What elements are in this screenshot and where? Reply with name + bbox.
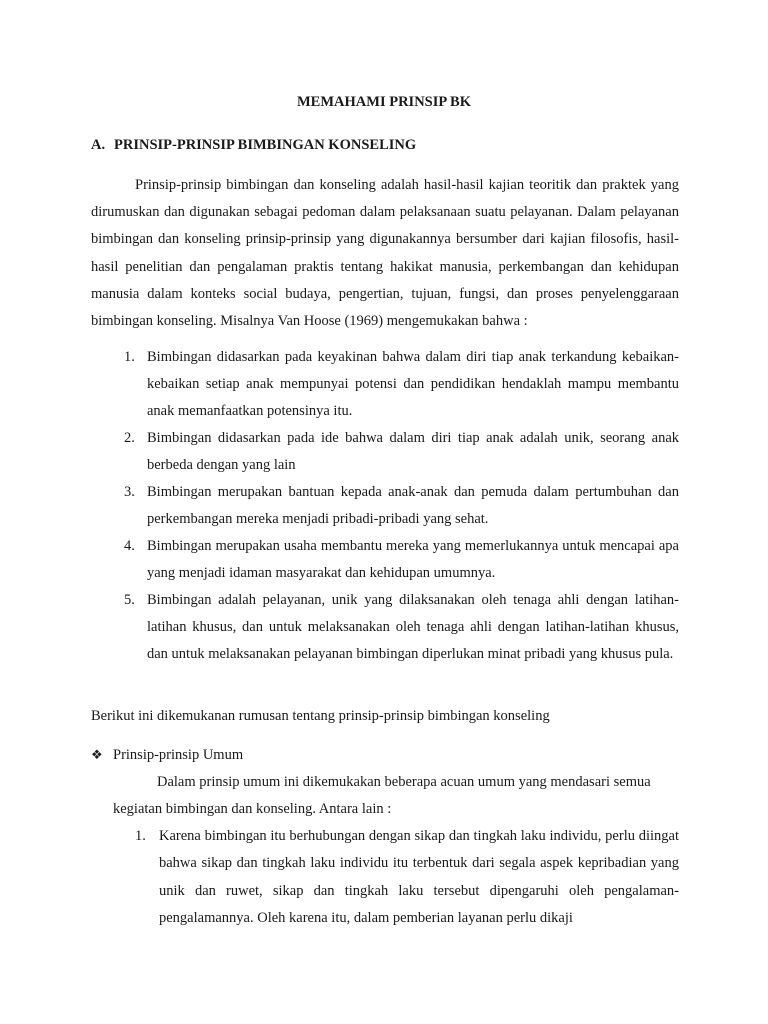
list-item-text: Bimbingan didasarkan pada ide bahwa dalam diri tiap anak adalah unik, seorang anak berbeda dengan yang lain <box>147 430 679 473</box>
list-item <box>91 479 679 533</box>
list-number: 2. <box>124 430 135 446</box>
list-item-text: Karena bimbingan itu berhubungan dengan sikap dan tingkah laku individu, perlu diingat bahwa sikap dan tingkah laku individu itu terbentuk dari segala aspek kepribadian yang unik dan ruwet, sikap dan tingkah laku tersebut dipengaruhi oleh pengalaman-pengalamannya. Oleh karena itu, dalam pemberian layanan perlu dikaji <box>159 828 679 926</box>
list-item-text: Bimbingan merupakan usaha membantu mereka yang memerlukannya untuk mencapai apa yang menjadi idaman masyarakat dan kehidupan umumnya. <box>147 538 679 581</box>
subsection-heading-text: Prinsip-prinsip Umum <box>113 747 244 763</box>
list-number: 1. <box>135 828 146 844</box>
intro-paragraph: Prinsip-prinsip bimbingan dan konseling adalah hasil-hasil kajian teoritik dan praktek yang dirumuskan dan digunakan sebagai pedoman dalam pelaksanaan suatu pelayanan. Dalam pelayanan bimbingan dan konseling prinsip-prinsip yang digunakannya bersumber dari kajian filosofis, hasil-hasil penelitian dan pengalaman praktis tentang hakikat manusia, perkembangan dan kehidupan manusia dalam konteks social budaya, pengertian, tujuan, fungsi, dan proses penyelenggaraan bimbingan konseling. Misalnya Van Hoose (1969) mengemukakan bahwa : <box>91 177 679 330</box>
document-title: MEMAHAMI PRINSIP BK <box>297 94 471 110</box>
section-letter: A. <box>91 137 106 153</box>
list-number: 3. <box>124 484 135 500</box>
list-item <box>91 533 679 587</box>
section-heading-text: PRINSIP-PRINSIP BIMBINGAN KONSELING <box>114 137 417 153</box>
list-number: 1. <box>124 349 135 365</box>
list-number: 5. <box>124 592 135 608</box>
list-item <box>113 823 679 932</box>
list-item-text: Bimbingan merupakan bantuan kepada anak-anak dan pemuda dalam pertumbuhan dan perkembangan mereka menjadi pribadi-pribadi yang sehat. <box>147 484 679 527</box>
list-item-text: Bimbingan didasarkan pada keyakinan bahwa dalam diri tiap anak terkandung kebaikan-kebaikan setiap anak mempunyai potensi dan pendidikan hendaklah mampu membantu anak memanfaatkan potensinya itu. <box>147 349 679 419</box>
subsection-intro: Dalam prinsip umum ini dikemukakan beberapa acuan umum yang mendasari semua kegiatan bimbingan dan konseling. Antara lain : <box>113 774 651 817</box>
list-item <box>91 344 679 425</box>
subsection-heading <box>91 745 243 765</box>
section-heading <box>91 135 416 155</box>
prinsip-umum-list <box>113 823 679 932</box>
van-hoose-list <box>91 344 679 668</box>
diamond-bullet-icon: ❖ <box>91 747 103 762</box>
list-item <box>91 587 679 668</box>
list-number: 4. <box>124 538 135 554</box>
list-item <box>91 425 679 479</box>
lead-in-text: Berikut ini dikemukanan rumusan tentang prinsip-prinsip bimbingan konseling <box>91 708 550 724</box>
list-item-text: Bimbingan adalah pelayanan, unik yang dilaksanakan oleh tenaga ahli dengan latihan-latihan khusus, dan untuk melaksanakan oleh tenaga ahli dengan latihan-latihan khusus, dan untuk melaksanakan pelayanan bimbingan diperlukan minat pribadi yang khusus pula. <box>147 592 679 662</box>
